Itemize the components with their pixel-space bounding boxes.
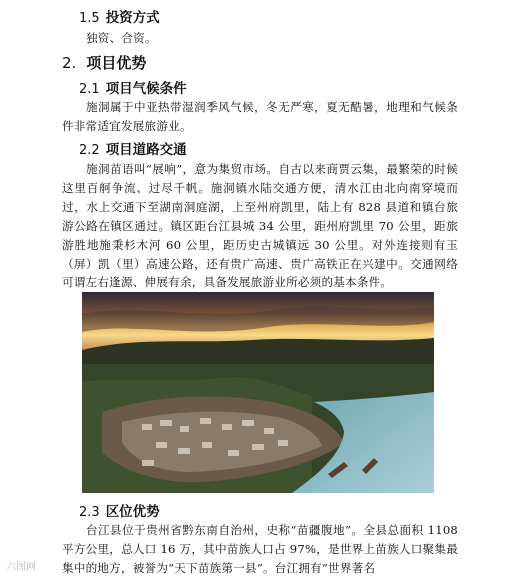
river-village-illustration [82,292,434,493]
section-1-5-body: 独资、合资。 [86,31,157,45]
section-2-1-heading: 2.1 项目气候条件 [79,81,187,97]
section-2-3-body: 台江县位于贵州省黔东南自治州，史称“苗疆腹地”。全县总面积 1108 平方公里，总人口 16 万，其中苗族人口占 97%，是世界上苗族人口聚集最集中的地方，被誉为“天下苗族第一县”。台江拥有“世界著名 [62,523,458,575]
river-village-photo [82,292,434,493]
watermark-logo: 六图网 [6,562,36,573]
section-2-heading: 2. 项目优势 [62,54,147,72]
section-2-3-heading: 2.3 区位优势 [79,504,160,520]
section-2-1-body: 施洞属于中亚热带湿润季风气候，冬无严寒，夏无酷暑，地理和气候条件非常适宜发展旅游业。 [62,100,458,133]
section-2-2-heading: 2.2 项目道路交通 [79,142,187,158]
section-1-5-heading: 1.5 投资方式 [79,10,160,26]
section-2-2-body: 施洞苗语叫“展响”，意为集贸市场。自古以来商贾云集，最繁荣的时候这里百舸争流、过尽千帆。施洞镇水陆交通方便，清水江由北向南穿境而过，水上交通下至湖南洞庭湖，上至州府凯里，陆上有 828 县道和镇台旅游公路在镇区通过。镇区距台江县城 34 公里，距州府凯里 70 公里，距旅游胜地施秉杉木河 60 公里，距历史古城镇远 30 公里。对外连接则有玉（屏）凯（里）高速公路，还有贵广高速、贵广高铁正在兴建中。交通网络可谓左右逢源、伸展有余，具备发展旅游业所必须的基本条件。 [62,162,458,290]
